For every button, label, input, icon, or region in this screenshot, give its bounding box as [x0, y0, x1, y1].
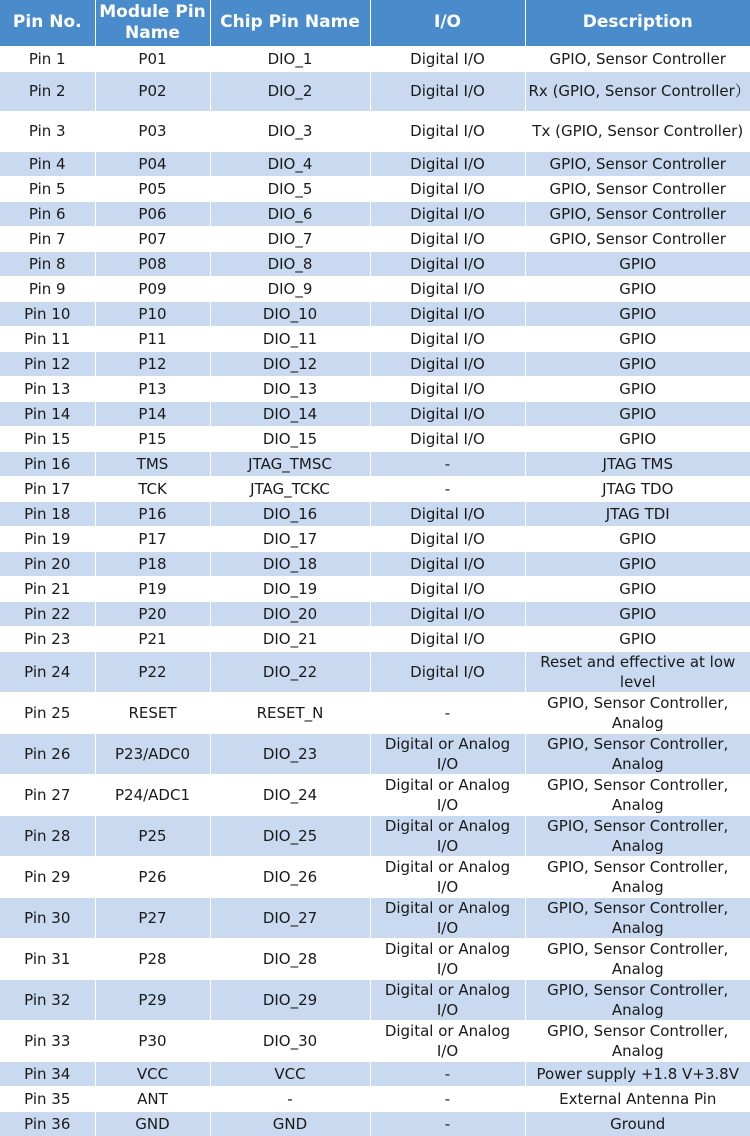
cell-description: GPIO: [525, 301, 750, 326]
cell-description: GPIO: [525, 401, 750, 426]
cell-io: Digital I/O: [370, 551, 525, 576]
cell-module-pin-name: P29: [95, 979, 210, 1020]
cell-module-pin-name: P09: [95, 276, 210, 301]
cell-description: GPIO, Sensor Controller, Analog: [525, 774, 750, 815]
cell-io: Digital or Analog I/O: [370, 938, 525, 979]
cell-chip-pin-name: DIO_19: [210, 576, 370, 601]
table-row: [0, 46, 750, 71]
table-row: [0, 71, 750, 111]
cell-chip-pin-name: DIO_15: [210, 426, 370, 451]
cell-description: GPIO, Sensor Controller: [525, 151, 750, 176]
cell-module-pin-name: P12: [95, 351, 210, 376]
cell-io: Digital or Analog I/O: [370, 774, 525, 815]
cell-module-pin-name: TMS: [95, 451, 210, 476]
cell-io: -: [370, 476, 525, 501]
cell-pin-no: Pin 12: [0, 351, 95, 376]
header-pin-no: Pin No.: [0, 0, 95, 46]
cell-pin-no: Pin 36: [0, 1111, 95, 1136]
cell-io: Digital I/O: [370, 71, 525, 111]
cell-pin-no: Pin 13: [0, 376, 95, 401]
cell-module-pin-name: P28: [95, 938, 210, 979]
cell-io: Digital I/O: [370, 176, 525, 201]
table-row: [0, 376, 750, 401]
cell-pin-no: Pin 22: [0, 601, 95, 626]
cell-module-pin-name: VCC: [95, 1061, 210, 1086]
cell-module-pin-name: P24/ADC1: [95, 774, 210, 815]
cell-chip-pin-name: DIO_27: [210, 897, 370, 938]
cell-chip-pin-name: JTAG_TMSC: [210, 451, 370, 476]
cell-pin-no: Pin 31: [0, 938, 95, 979]
cell-chip-pin-name: DIO_3: [210, 111, 370, 151]
cell-chip-pin-name: DIO_5: [210, 176, 370, 201]
cell-pin-no: Pin 3: [0, 111, 95, 151]
cell-pin-no: Pin 18: [0, 501, 95, 526]
cell-pin-no: Pin 2: [0, 71, 95, 111]
cell-pin-no: Pin 24: [0, 651, 95, 692]
cell-description: GPIO, Sensor Controller, Analog: [525, 692, 750, 733]
table-row: [0, 897, 750, 938]
cell-chip-pin-name: DIO_1: [210, 46, 370, 71]
cell-module-pin-name: P18: [95, 551, 210, 576]
cell-chip-pin-name: DIO_16: [210, 501, 370, 526]
table-row: [0, 651, 750, 692]
cell-module-pin-name: P17: [95, 526, 210, 551]
cell-io: Digital I/O: [370, 226, 525, 251]
cell-module-pin-name: P04: [95, 151, 210, 176]
cell-chip-pin-name: DIO_2: [210, 71, 370, 111]
cell-io: Digital I/O: [370, 376, 525, 401]
table-row: [0, 401, 750, 426]
table-row: [0, 501, 750, 526]
cell-io: -: [370, 692, 525, 733]
cell-pin-no: Pin 8: [0, 251, 95, 276]
cell-description: GPIO, Sensor Controller, Analog: [525, 897, 750, 938]
cell-chip-pin-name: DIO_7: [210, 226, 370, 251]
cell-io: Digital I/O: [370, 251, 525, 276]
cell-module-pin-name: P26: [95, 856, 210, 897]
cell-chip-pin-name: DIO_11: [210, 326, 370, 351]
cell-chip-pin-name: DIO_12: [210, 351, 370, 376]
table-row: [0, 526, 750, 551]
cell-io: Digital I/O: [370, 301, 525, 326]
cell-description: GPIO: [525, 251, 750, 276]
cell-module-pin-name: RESET: [95, 692, 210, 733]
cell-description: GPIO, Sensor Controller: [525, 176, 750, 201]
cell-io: Digital I/O: [370, 326, 525, 351]
cell-description: GPIO: [525, 426, 750, 451]
cell-pin-no: Pin 10: [0, 301, 95, 326]
cell-chip-pin-name: DIO_25: [210, 815, 370, 856]
cell-io: Digital or Analog I/O: [370, 897, 525, 938]
cell-module-pin-name: P16: [95, 501, 210, 526]
cell-chip-pin-name: DIO_26: [210, 856, 370, 897]
cell-description: GPIO: [525, 351, 750, 376]
table-row: [0, 576, 750, 601]
cell-io: Digital I/O: [370, 601, 525, 626]
cell-pin-no: Pin 33: [0, 1020, 95, 1061]
table-row: [0, 111, 750, 151]
cell-description: JTAG TMS: [525, 451, 750, 476]
cell-pin-no: Pin 1: [0, 46, 95, 71]
table-row: [0, 601, 750, 626]
cell-description: GPIO, Sensor Controller, Analog: [525, 979, 750, 1020]
table-row: [0, 979, 750, 1020]
cell-pin-no: Pin 17: [0, 476, 95, 501]
cell-pin-no: Pin 15: [0, 426, 95, 451]
cell-io: Digital or Analog I/O: [370, 1020, 525, 1061]
cell-io: Digital I/O: [370, 351, 525, 376]
cell-chip-pin-name: DIO_9: [210, 276, 370, 301]
cell-module-pin-name: GND: [95, 1111, 210, 1136]
cell-module-pin-name: P25: [95, 815, 210, 856]
cell-chip-pin-name: DIO_6: [210, 201, 370, 226]
cell-module-pin-name: P07: [95, 226, 210, 251]
cell-io: Digital I/O: [370, 151, 525, 176]
cell-chip-pin-name: DIO_18: [210, 551, 370, 576]
table-row: [0, 1111, 750, 1136]
cell-description: JTAG TDO: [525, 476, 750, 501]
cell-chip-pin-name: JTAG_TCKC: [210, 476, 370, 501]
table-row: [0, 451, 750, 476]
cell-description: JTAG TDI: [525, 501, 750, 526]
header-description: Description: [582, 12, 693, 33]
cell-module-pin-name: P30: [95, 1020, 210, 1061]
cell-description: GPIO, Sensor Controller, Analog: [525, 733, 750, 774]
cell-description: GPIO, Sensor Controller, Analog: [525, 1020, 750, 1061]
cell-description: GPIO: [525, 376, 750, 401]
cell-io: Digital or Analog I/O: [370, 856, 525, 897]
table-row: [0, 774, 750, 815]
table-row: [0, 351, 750, 376]
cell-module-pin-name: P03: [95, 111, 210, 151]
cell-module-pin-name: P10: [95, 301, 210, 326]
cell-io: Digital I/O: [370, 426, 525, 451]
cell-pin-no: Pin 32: [0, 979, 95, 1020]
table-row: [0, 692, 750, 733]
table-row: [0, 201, 750, 226]
table-row: [0, 856, 750, 897]
table-row: [0, 251, 750, 276]
cell-chip-pin-name: DIO_24: [210, 774, 370, 815]
table-row: [0, 733, 750, 774]
cell-description: GPIO: [525, 326, 750, 351]
cell-chip-pin-name: RESET_N: [210, 692, 370, 733]
cell-module-pin-name: P23/ADC0: [95, 733, 210, 774]
cell-module-pin-name: P22: [95, 651, 210, 692]
cell-chip-pin-name: DIO_4: [210, 151, 370, 176]
cell-chip-pin-name: DIO_22: [210, 651, 370, 692]
cell-description: External Antenna Pin: [525, 1086, 750, 1111]
cell-io: -: [370, 1086, 525, 1111]
cell-description: GPIO: [525, 551, 750, 576]
cell-pin-no: Pin 6: [0, 201, 95, 226]
cell-module-pin-name: P06: [95, 201, 210, 226]
cell-description: Rx (GPIO, Sensor Controller）: [525, 71, 750, 111]
cell-chip-pin-name: DIO_23: [210, 733, 370, 774]
cell-chip-pin-name: VCC: [210, 1061, 370, 1086]
cell-pin-no: Pin 27: [0, 774, 95, 815]
cell-description: GPIO, Sensor Controller, Analog: [525, 815, 750, 856]
cell-description: GPIO: [525, 576, 750, 601]
cell-io: Digital I/O: [370, 626, 525, 651]
cell-io: -: [370, 1111, 525, 1136]
cell-io: Digital I/O: [370, 46, 525, 71]
cell-description: GPIO: [525, 276, 750, 301]
table-row: [0, 301, 750, 326]
header-row: [0, 0, 750, 46]
cell-module-pin-name: P19: [95, 576, 210, 601]
header-module-pin-name: Module Pin Name: [95, 0, 210, 46]
cell-pin-no: Pin 7: [0, 226, 95, 251]
cell-chip-pin-name: DIO_20: [210, 601, 370, 626]
cell-description: Reset and effective at low level: [525, 651, 750, 692]
cell-pin-no: Pin 11: [0, 326, 95, 351]
cell-io: Digital or Analog I/O: [370, 979, 525, 1020]
cell-module-pin-name: P08: [95, 251, 210, 276]
cell-description: GPIO, Sensor Controller: [525, 201, 750, 226]
cell-description: GPIO, Sensor Controller, Analog: [525, 856, 750, 897]
table-row: [0, 551, 750, 576]
cell-module-pin-name: P20: [95, 601, 210, 626]
cell-io: Digital I/O: [370, 111, 525, 151]
cell-description: GPIO, Sensor Controller: [525, 226, 750, 251]
cell-io: Digital I/O: [370, 501, 525, 526]
cell-io: Digital or Analog I/O: [370, 815, 525, 856]
cell-module-pin-name: P21: [95, 626, 210, 651]
cell-description: GPIO: [525, 526, 750, 551]
cell-chip-pin-name: DIO_28: [210, 938, 370, 979]
cell-io: Digital I/O: [370, 401, 525, 426]
cell-chip-pin-name: -: [210, 1086, 370, 1111]
table-row: [0, 815, 750, 856]
cell-module-pin-name: P14: [95, 401, 210, 426]
table-row: [0, 426, 750, 451]
cell-description: Tx (GPIO, Sensor Controller): [525, 111, 750, 151]
cell-module-pin-name: TCK: [95, 476, 210, 501]
table-row: [0, 326, 750, 351]
cell-chip-pin-name: DIO_30: [210, 1020, 370, 1061]
cell-chip-pin-name: DIO_8: [210, 251, 370, 276]
cell-module-pin-name: P13: [95, 376, 210, 401]
table-row: [0, 1086, 750, 1111]
table-row: [0, 226, 750, 251]
cell-io: Digital I/O: [370, 276, 525, 301]
cell-chip-pin-name: DIO_17: [210, 526, 370, 551]
cell-description: GPIO, Sensor Controller, Analog: [525, 938, 750, 979]
table-row: [0, 938, 750, 979]
cell-io: Digital I/O: [370, 576, 525, 601]
table-row: [0, 276, 750, 301]
cell-module-pin-name: P15: [95, 426, 210, 451]
cell-pin-no: Pin 34: [0, 1061, 95, 1086]
cell-pin-no: Pin 35: [0, 1086, 95, 1111]
table-row: [0, 476, 750, 501]
cell-module-pin-name: ANT: [95, 1086, 210, 1111]
cell-pin-no: Pin 5: [0, 176, 95, 201]
table-row: [0, 151, 750, 176]
cell-chip-pin-name: DIO_21: [210, 626, 370, 651]
cell-pin-no: Pin 28: [0, 815, 95, 856]
cell-chip-pin-name: DIO_14: [210, 401, 370, 426]
cell-chip-pin-name: DIO_13: [210, 376, 370, 401]
cell-pin-no: Pin 29: [0, 856, 95, 897]
cell-pin-no: Pin 20: [0, 551, 95, 576]
cell-module-pin-name: P05: [95, 176, 210, 201]
header-io: I/O: [370, 0, 525, 46]
cell-pin-no: Pin 26: [0, 733, 95, 774]
cell-module-pin-name: P02: [95, 71, 210, 111]
table-row: [0, 626, 750, 651]
cell-chip-pin-name: DIO_29: [210, 979, 370, 1020]
cell-io: Digital I/O: [370, 651, 525, 692]
cell-description: GPIO: [525, 626, 750, 651]
cell-pin-no: Pin 30: [0, 897, 95, 938]
cell-chip-pin-name: DIO_10: [210, 301, 370, 326]
table-body: [0, 46, 750, 1136]
cell-pin-no: Pin 21: [0, 576, 95, 601]
cell-description: Ground: [525, 1111, 750, 1136]
table-row: [0, 1061, 750, 1086]
cell-pin-no: Pin 19: [0, 526, 95, 551]
cell-module-pin-name: P11: [95, 326, 210, 351]
cell-pin-no: Pin 4: [0, 151, 95, 176]
cell-description: Power supply +1.8 V+3.8V: [525, 1061, 750, 1086]
cell-pin-no: Pin 25: [0, 692, 95, 733]
cell-io: -: [370, 451, 525, 476]
cell-module-pin-name: P27: [95, 897, 210, 938]
cell-description: GPIO: [525, 601, 750, 626]
cell-pin-no: Pin 23: [0, 626, 95, 651]
table-row: [0, 176, 750, 201]
header-chip-pin-name: Chip Pin Name: [210, 0, 370, 46]
cell-pin-no: Pin 16: [0, 451, 95, 476]
cell-io: Digital or Analog I/O: [370, 733, 525, 774]
cell-module-pin-name: P01: [95, 46, 210, 71]
cell-pin-no: Pin 14: [0, 401, 95, 426]
cell-io: -: [370, 1061, 525, 1086]
cell-pin-no: Pin 9: [0, 276, 95, 301]
table-row: [0, 1020, 750, 1061]
cell-io: Digital I/O: [370, 526, 525, 551]
cell-io: Digital I/O: [370, 201, 525, 226]
cell-description: GPIO, Sensor Controller: [525, 46, 750, 71]
cell-chip-pin-name: GND: [210, 1111, 370, 1136]
